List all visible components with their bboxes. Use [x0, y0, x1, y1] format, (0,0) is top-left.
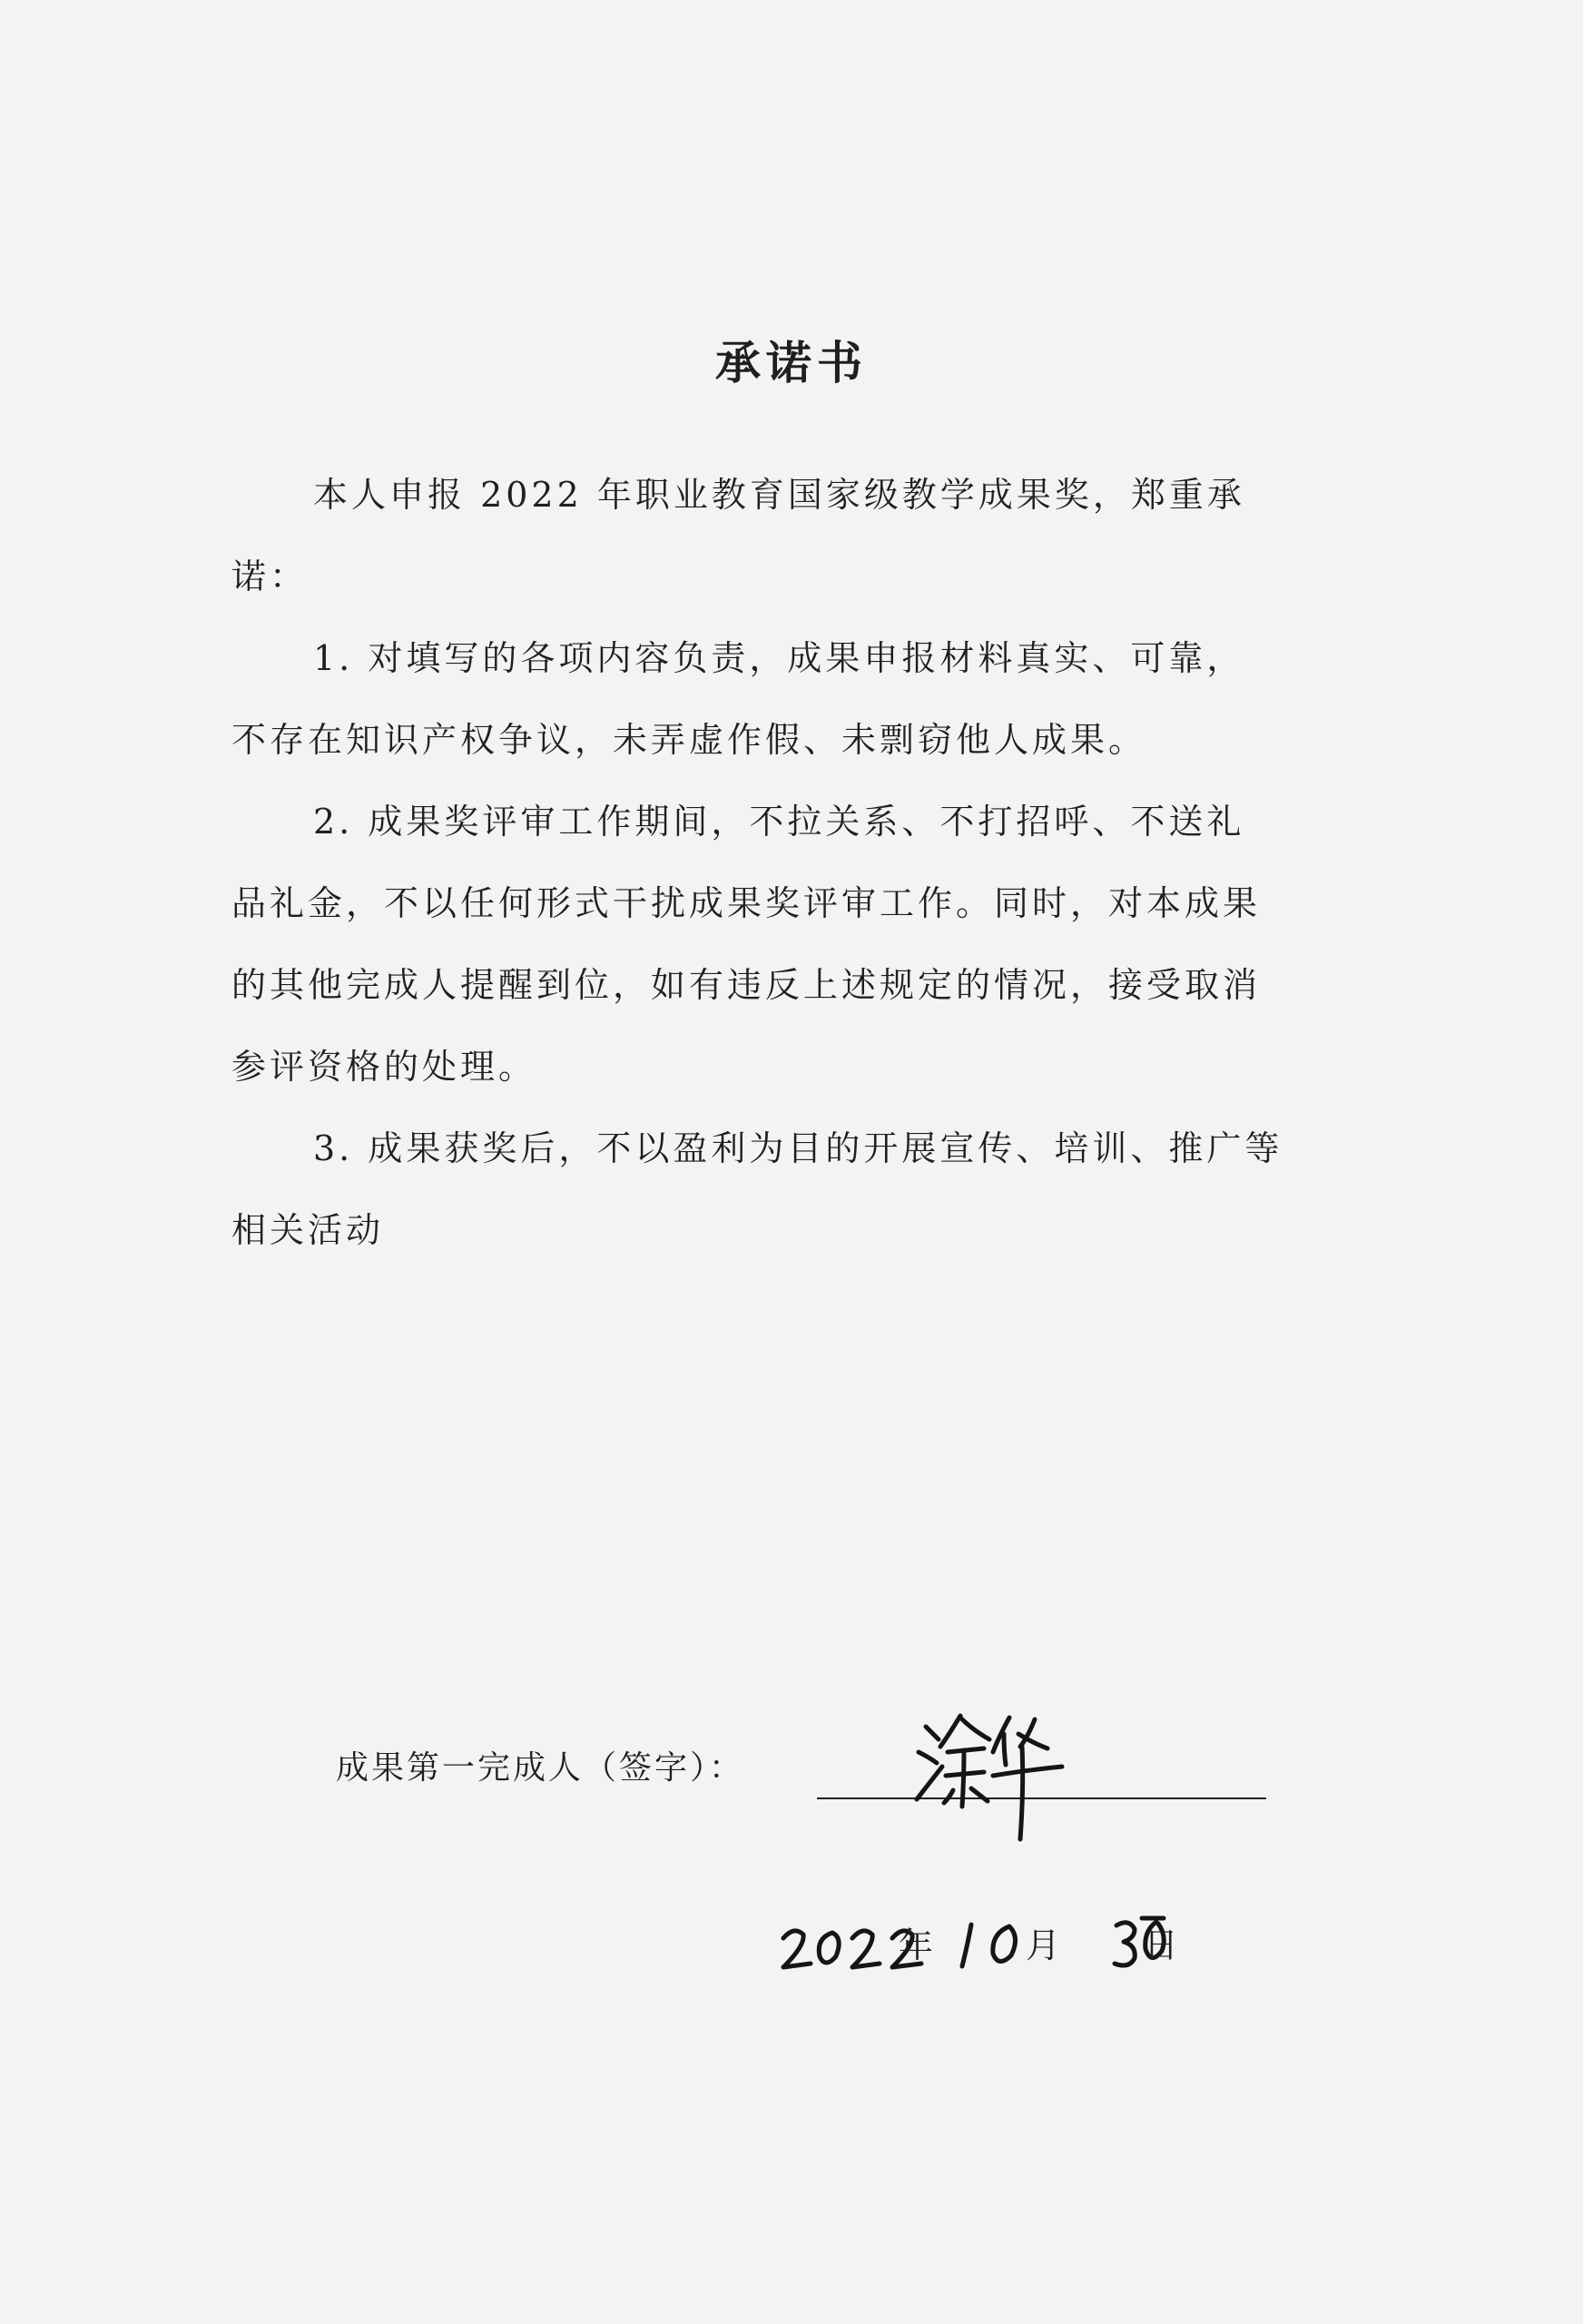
item-2-line-2: 品礼金，不以任何形式干扰成果奖评审工作。同时，对本成果 [231, 883, 1262, 923]
item-1-line-2: 不存在知识产权争议，未弄虚作假、未剽窃他人成果。 [231, 720, 1147, 760]
handwritten-signature [908, 1707, 1071, 1843]
item-2-line-3: 的其他完成人提醒到位，如有违反上述规定的情况，接受取消 [231, 965, 1262, 1005]
commitment-item-2 [231, 781, 1348, 1108]
date-day-char: 日 [1144, 1925, 1181, 1965]
item-3-line-2: 相关活动 [231, 1210, 385, 1250]
intro-paragraph [231, 454, 1348, 617]
item-2-line-1: 2. 成果奖评审工作期间，不拉关系、不打招呼、不送礼 [313, 802, 1245, 842]
intro-line-2: 诺： [231, 556, 309, 596]
intro-line-1: 本人申报 2022 年职业教育国家级教学成果奖，郑重承 [313, 475, 1245, 515]
commitment-item-1 [231, 617, 1348, 781]
item-1-line-1: 1. 对填写的各项内容负责，成果申报材料真实、可靠， [313, 638, 1245, 678]
item-3-line-1: 3. 成果获奖后，不以盈利为目的开展宣传、培训、推广等 [313, 1128, 1283, 1168]
date-year-char: 年 [899, 1925, 936, 1965]
item-2-line-4: 参评资格的处理。 [231, 1047, 537, 1087]
commitment-item-3 [231, 1108, 1348, 1271]
date-month-char: 月 [1026, 1925, 1063, 1965]
handwritten-date-month [953, 1915, 1035, 1974]
document-title: 承诺书 [715, 337, 868, 389]
signature-label: 成果第一完成人（签字）： [336, 1749, 745, 1787]
